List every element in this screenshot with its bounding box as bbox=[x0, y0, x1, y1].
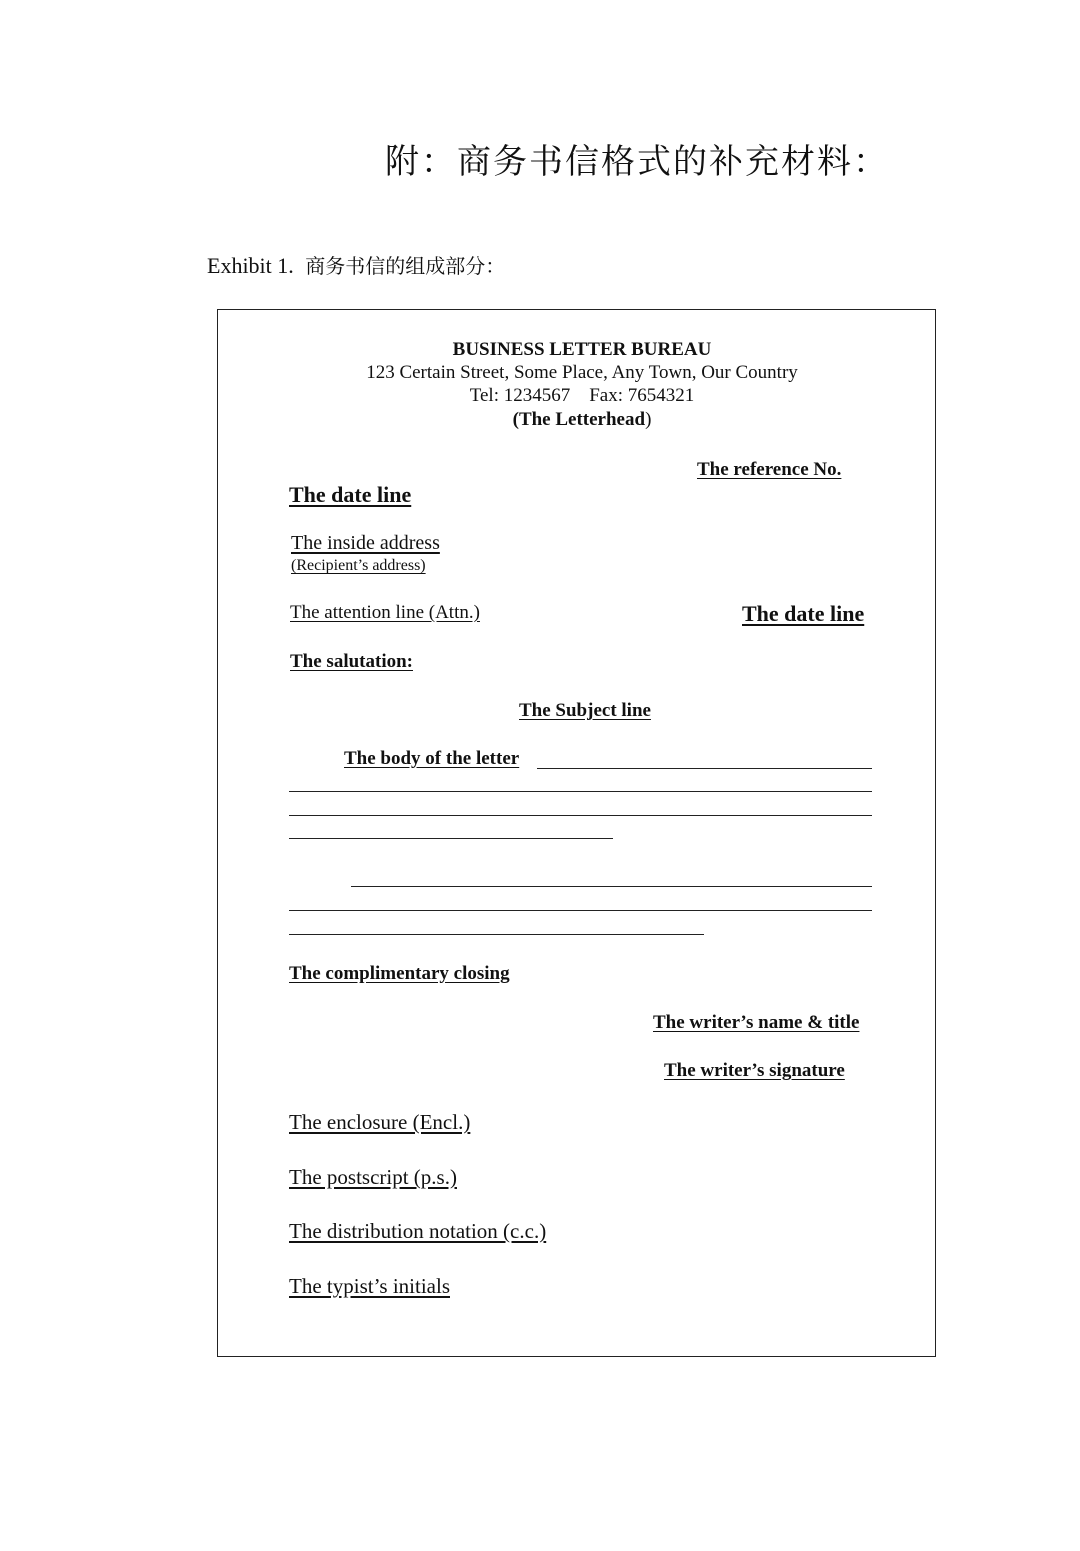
postscript: The postscript (p.s.) bbox=[289, 1165, 457, 1189]
page-title: 附：商务书信格式的补充材料： bbox=[385, 142, 889, 182]
date-line-left: The date line bbox=[289, 482, 412, 507]
writer-name-title: The writer’s name & title bbox=[653, 1012, 860, 1033]
exhibit-label: Exhibit 1. bbox=[207, 253, 294, 278]
recipient-address: (Recipient’s address) bbox=[291, 557, 426, 574]
subject-line: The Subject line bbox=[519, 700, 651, 721]
body-line-1 bbox=[537, 768, 872, 769]
body-line-7 bbox=[289, 934, 704, 935]
letterhead-tag-label: The Letterhead bbox=[518, 409, 646, 430]
salutation: The salutation: bbox=[290, 651, 413, 672]
letterhead-contact-text: Tel: 1234567 Fax: 7654321 bbox=[469, 385, 695, 406]
enclosure: The enclosure (Encl.) bbox=[289, 1110, 471, 1134]
reference-no: The reference No. bbox=[697, 459, 842, 480]
writer-signature: The writer’s signature bbox=[664, 1060, 845, 1081]
body-line-4 bbox=[289, 838, 613, 839]
complimentary-closing: The complimentary closing bbox=[289, 963, 510, 984]
typist-initials: The typist’s initials bbox=[289, 1274, 450, 1298]
letterhead-tag bbox=[217, 409, 947, 431]
letterhead-tag-close: ) bbox=[645, 409, 652, 430]
distribution-notation: The distribution notation (c.c.) bbox=[289, 1219, 547, 1243]
body-line-3 bbox=[289, 815, 872, 816]
body-line-2 bbox=[289, 791, 872, 792]
exhibit-heading bbox=[207, 250, 505, 279]
letterhead-company: BUSINESS LETTER BUREAU bbox=[452, 339, 712, 360]
date-line-right: The date line bbox=[742, 601, 865, 626]
inside-address: The inside address bbox=[291, 532, 440, 554]
letterhead-address: 123 Certain Street, Some Place, Any Town, Our Country bbox=[366, 362, 798, 383]
body-line-6 bbox=[289, 910, 872, 911]
body-label: The body of the letter bbox=[344, 748, 520, 769]
attention-line: The attention line (Attn.) bbox=[290, 602, 480, 623]
exhibit-caption: 商务书信的组成部分： bbox=[305, 254, 506, 278]
body-line-5 bbox=[351, 886, 872, 887]
letterhead-tag-open: ( bbox=[512, 409, 519, 430]
letterhead-contact bbox=[217, 385, 947, 407]
